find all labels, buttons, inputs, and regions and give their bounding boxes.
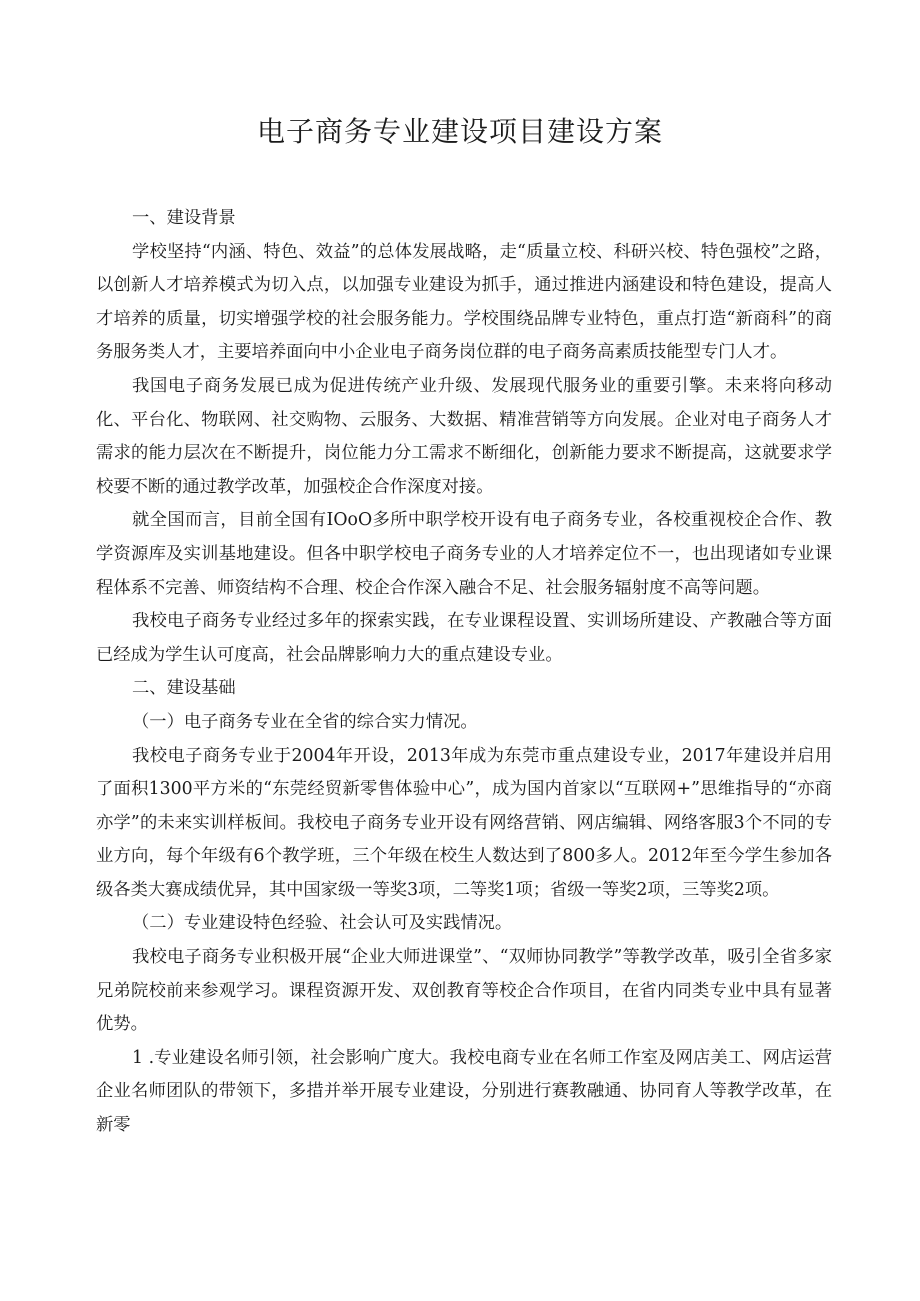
subsection-heading: （二）专业建设特色经验、社会认可及实践情况。 <box>132 913 513 934</box>
document-body <box>96 202 832 1143</box>
document-title: 电子商务专业建设项目建设方案 <box>256 115 663 148</box>
subsection-heading: （一）电子商务专业在全省的综合实力情况。 <box>132 711 478 732</box>
paragraph: 我校电子商务专业于2004年开设，2013年成为东莞市重点建设专业，2017年建设并启用了面积1300平方米的“东莞经贸新零售体验中心”，成为国内首家以“互联网+”思维指导的“亦商亦学”的未来实训样板间。我校电子商务专业开设有网络营销、网店编辑、网络客服3个不同的专业方向，每个年级有6个教学班，三个年级在校生人数达到了800多人。2012年至今学生参加各级各类大赛成绩优异，其中国家级一等奖3项，二等奖1项；省级一等奖2项，三等奖2项。 <box>96 745 832 900</box>
paragraph: 就全国而言，目前全国有IOoO多所中职学校开设有电子商务专业，各校重视校企合作、教学资源库及实训基地建设。但各中职学校电子商务专业的人才培养定位不一，也出现诸如专业课程体系不完善、师资结构不合理、校企合作深入融合不足、社会服务辐射度不高等问题。 <box>96 510 832 598</box>
paragraph: 我国电子商务发展已成为促进传统产业升级、发展现代服务业的重要引擎。未来将向移动化、平台化、物联网、社交购物、云服务、大数据、精准营销等方向发展。企业对电子商务人才需求的能力层次在不断提升，岗位能力分工需求不断细化，创新能力要求不断提高，这就要求学校要不断的通过教学改革，加强校企合作深度对接。 <box>96 375 832 497</box>
paragraph: 1 .专业建设名师引领，社会影响广度大。我校电商专业在名师工作室及网店美工、网店运营企业名师团队的带领下，多措并举开展专业建设，分别进行赛教融通、协同育人等教学改革，在新零 <box>96 1047 832 1136</box>
section-heading-foundation: 二、建设基础 <box>132 678 236 699</box>
paragraph: 我校电子商务专业积极开展“企业大师进课堂”、“双师协同教学”等教学改革，吸引全省多家兄弟院校前来参观学习。课程资源开发、双创教育等校企合作项目，在省内同类专业中具有显著优势。 <box>96 947 832 1035</box>
paragraph: 我校电子商务专业经过多年的探索实践，在专业课程设置、实训场所建设、产教融合等方面已经成为学生认可度高，社会品牌影响力大的重点建设专业。 <box>96 611 832 665</box>
paragraph: 学校坚持“内涵、特色、效益”的总体发展战略，走“质量立校、科研兴校、特色强校”之路，以创新人才培养模式为切入点，以加强专业建设为抓手，通过推进内涵建设和特色建设，提高人才培养的质量，切实增强学校的社会服务能力。学校围绕品牌专业特色，重点打造“新商科”的商务服务类人才，主要培养面向中小企业电子商务岗位群的电子商务高素质技能型专门人才。 <box>96 241 832 363</box>
section-heading-background: 一、建设背景 <box>132 208 236 228</box>
